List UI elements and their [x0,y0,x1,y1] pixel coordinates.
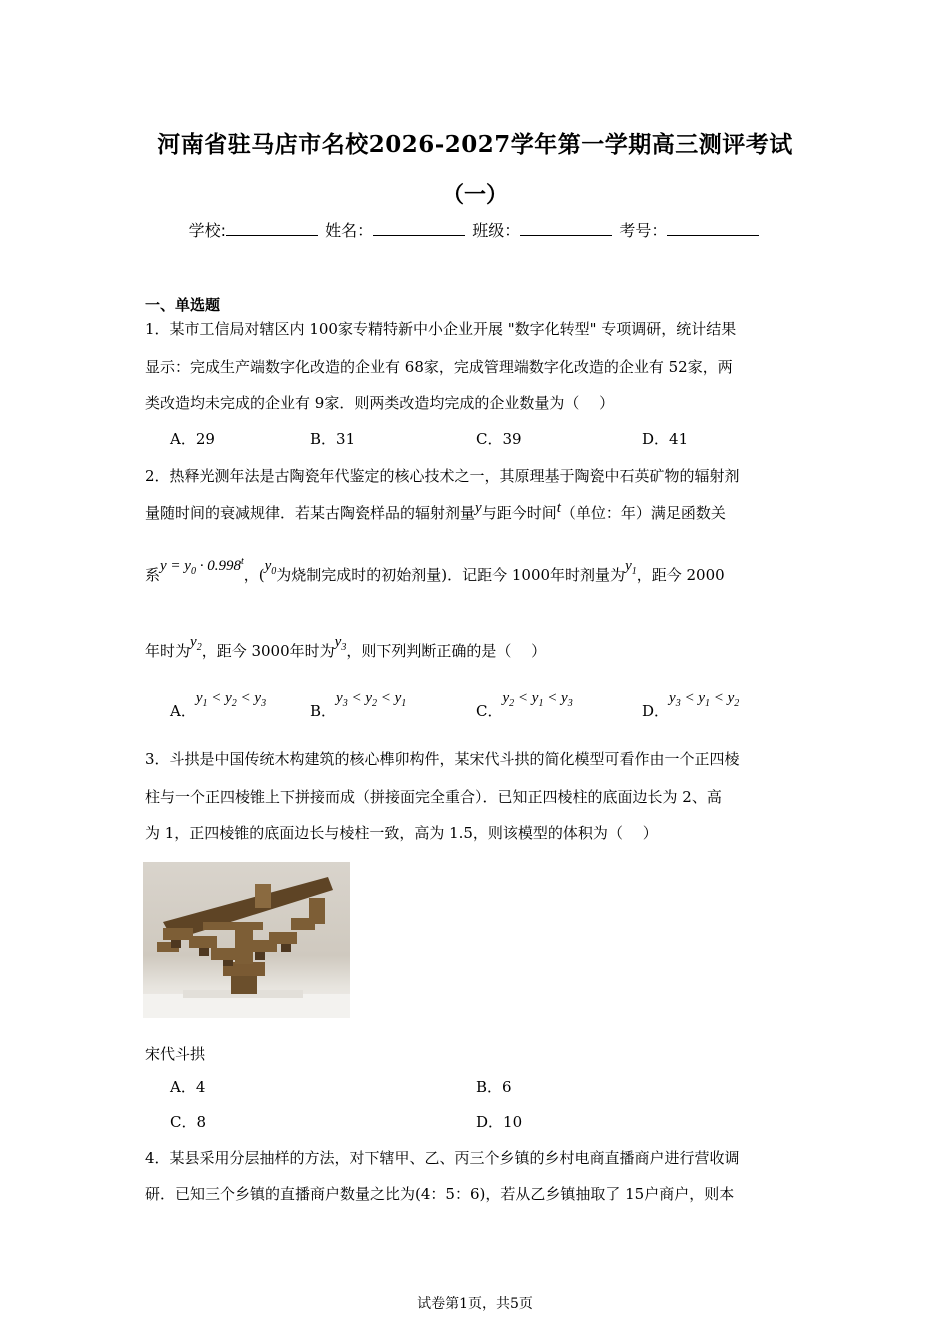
q1-option-b[interactable]: B．31 [310,430,356,448]
name-blank[interactable] [373,221,465,236]
photo-post [231,974,257,994]
q2-option-c-letter: C． [476,702,503,720]
dougong-illustration [143,862,350,1018]
q1-option-a[interactable]: A．29 [170,430,215,448]
exam-number-label: 考号： [619,221,668,240]
q2-option-a-expr: $y_1 < y_2 < y_3$ [195,690,267,709]
q2-option-c[interactable] [476,690,573,723]
q1-line-1: 1．某市工信局对辖区内 100家专精特新中小企业开展 "数字化转型" 专项调研，统计结果 [145,320,737,338]
math-y3: $y_3$ [334,634,347,653]
class-label: 班级： [472,221,521,240]
q2-option-d[interactable] [642,690,740,723]
class-blank[interactable] [520,221,612,236]
q2-option-b[interactable] [310,690,407,723]
q3-option-c[interactable]: C．8 [170,1113,207,1131]
school-label: 学校: [188,221,227,240]
q3-option-b[interactable]: B．6 [476,1078,512,1096]
q2-line-4a: 年时为 [145,642,191,660]
q2-line-2 [145,502,726,523]
q2-line-4c: ，则下列判断正确的是（ ） [346,642,547,660]
student-info-fields [0,218,950,241]
q2-option-d-expr: $y_3 < y_1 < y_2$ [669,690,740,709]
q4-line-2: 研．已知三个乡镇的直播商户数量之比为(4：5：6)，若从乙乡镇抽取了 15户商户，则本 [145,1185,735,1203]
q2-line-3 [145,556,725,587]
math-t: t [556,500,561,516]
q2-line-3b: ，( [243,566,265,584]
q2-line-2a: 量随时间的衰减规律．若某古陶瓷样品的辐射剂量 [145,504,476,522]
math-y0: $y_0$ [264,558,277,577]
q3-line-3: 为 1，正四棱锥的底面边长与棱柱一致，高为 1.5，则该模型的体积为（ ） [145,824,658,842]
math-y2: $y_2$ [190,634,202,653]
q1-option-c[interactable]: C．39 [476,430,522,448]
figure-caption: 宋代斗拱 [145,1045,206,1063]
q2-line-3a: 系 [145,566,161,584]
q2-line-4 [145,634,547,663]
math-decay-formula: $y = y_0 \cdot 0.998^t$ [160,556,244,577]
math-y1: $y_1$ [625,558,637,577]
q1-line-3: 类改造均未完成的企业有 9家．则两类改造均完成的企业数量为（ ） [145,394,615,412]
q2-line-4b: ，距今 3000年时为 [201,642,335,660]
q3-option-d[interactable]: D．10 [476,1113,523,1131]
q2-option-c-expr: $y_2 < y_1 < y_3$ [502,690,573,709]
q1-option-d[interactable]: D．41 [642,430,689,448]
q2-line-2b: 与距今时间 [481,504,557,522]
page-footer: 试卷第1页，共5页 [417,1296,533,1312]
exam-title: 河南省驻马店市名校2026-2027学年第一学期高三测评考试 [157,131,793,158]
q3-line-2: 柱与一个正四棱锥上下拼接而成（拼接面完全重合）．已知正四棱柱的底面边长为 2、高 [145,788,722,806]
q4-line-1: 4．某县采用分层抽样的方法，对下辖甲、乙、丙三个乡镇的乡村电商直播商户进行营收调 [145,1149,740,1167]
q2-line-3d: ，距今 2000 [636,566,725,584]
q2-line-2c: （单位：年）满足函数关 [560,504,726,522]
q1-line-2: 显示：完成生产端数字化改造的企业有 68家，完成管理端数字化改造的企业有 52家，两 [145,358,733,376]
q3-line-1: 3．斗拱是中国传统木构建筑的核心榫卯构件，某宋代斗拱的简化模型可看作由一个正四棱 [145,750,740,768]
q2-option-d-letter: D． [642,702,670,720]
q2-option-b-expr: $y_3 < y_2 < y_1$ [336,690,407,709]
q2-option-a-letter: A． [170,702,196,720]
q2-line-1: 2．热释光测年法是古陶瓷年代鉴定的核心技术之一，其原理基于陶瓷中石英矿物的辐射剂 [145,467,740,485]
q3-option-a[interactable]: A．4 [170,1078,206,1096]
q2-line-3c: 为烧制完成时的初始剂量)．记距今 1000年时剂量为 [276,566,626,584]
q2-option-a[interactable] [170,690,267,723]
q2-option-b-letter: B． [310,702,337,720]
photo-top-block [255,884,271,908]
dougong-photo [143,862,350,1018]
exam-subtitle: （一） [441,182,508,208]
school-blank[interactable] [226,221,318,236]
section-heading: 一、单选题 [145,296,221,314]
name-label: 姓名： [325,221,374,240]
math-y: y [475,500,482,516]
exam-number-blank[interactable] [667,221,759,236]
